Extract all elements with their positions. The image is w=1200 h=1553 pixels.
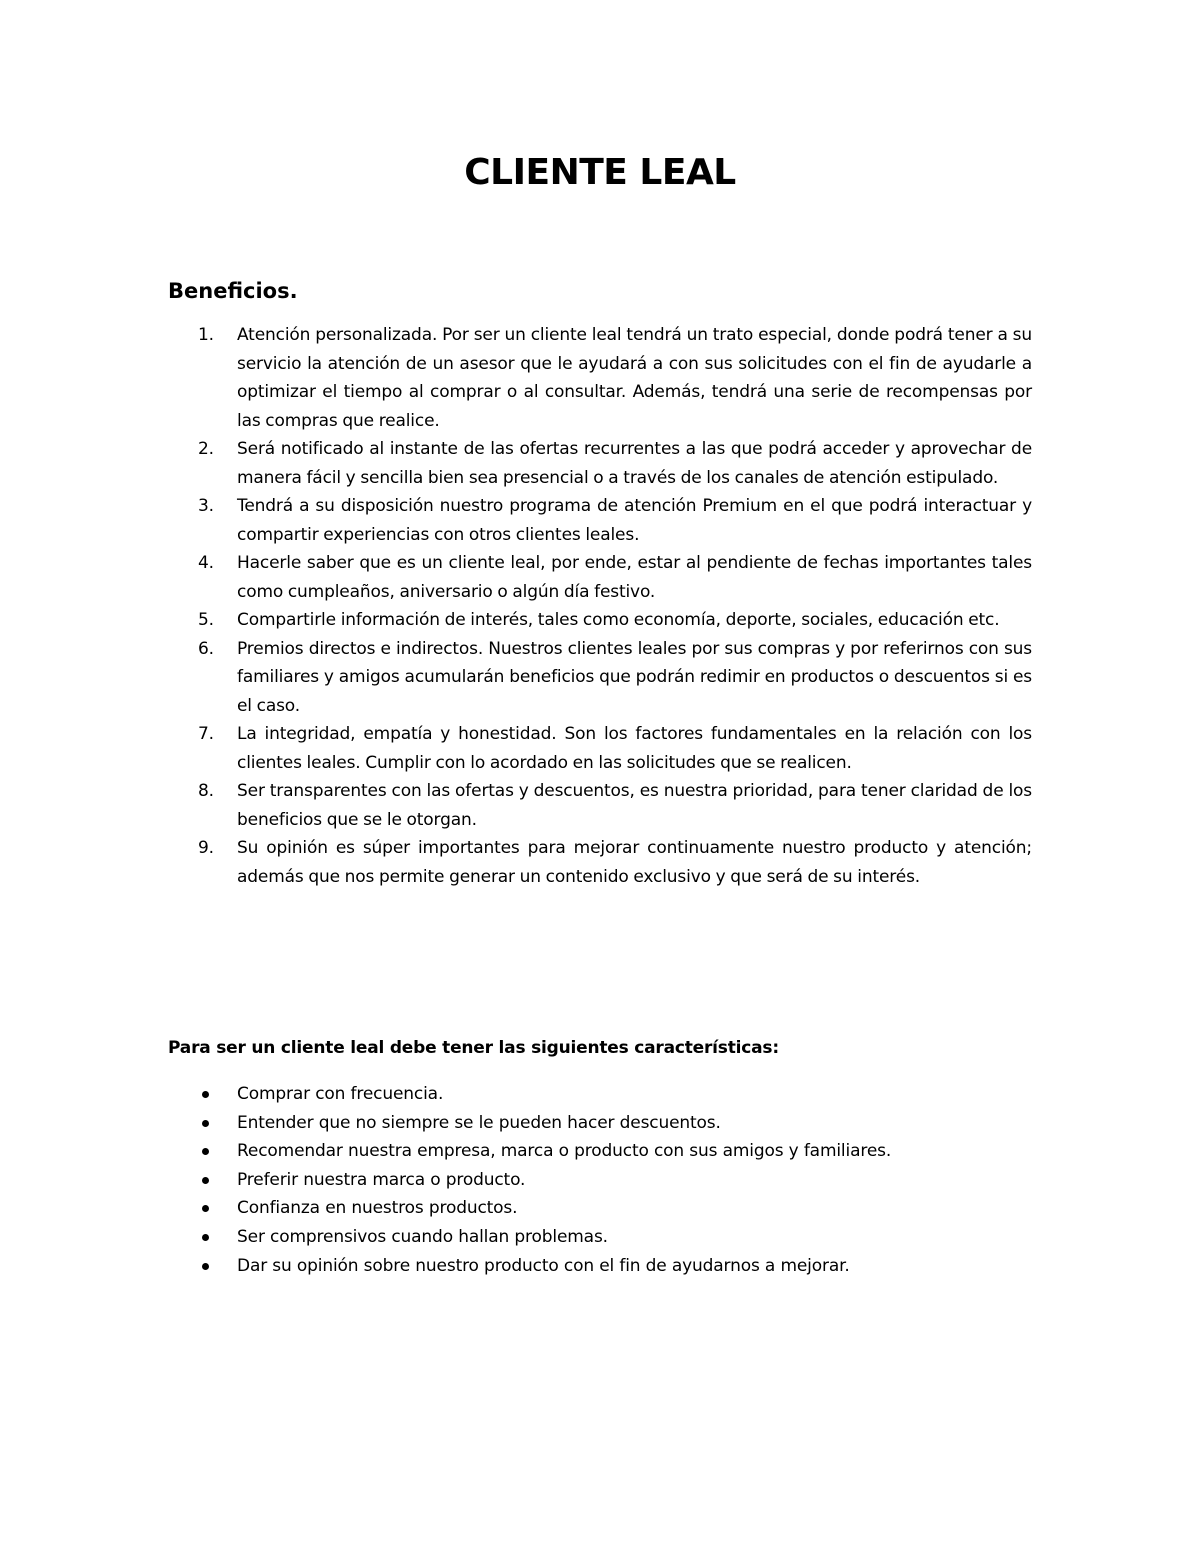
characteristic-item <box>168 1223 1032 1252</box>
benefit-text: Compartirle información de interés, tales como economía, deporte, sociales, educación etc. <box>237 610 1000 630</box>
benefit-text: Ser transparentes con las ofertas y descuentos, es nuestra prioridad, para tener claridad de los beneficios que se le otorgan. <box>237 781 1032 830</box>
benefit-number: 6. <box>198 638 214 659</box>
benefit-item <box>168 321 1032 435</box>
benefits-heading: Beneficios. <box>168 279 298 303</box>
characteristic-text: Entender que no siempre se le pueden hacer descuentos. <box>237 1112 721 1133</box>
bullet-icon <box>202 1148 209 1155</box>
benefit-text: Premios directos e indirectos. Nuestros clientes leales por sus compras y por referirnos con sus familiares y amigos acumularán beneficios que podrán redimir en productos o descuentos si es el caso. <box>237 638 1032 716</box>
characteristics-heading: Para ser un cliente leal debe tener las siguientes características: <box>168 1038 779 1058</box>
characteristic-text: Comprar con frecuencia. <box>237 1084 444 1104</box>
characteristic-item <box>168 1137 1032 1166</box>
benefit-number: 1. <box>198 325 214 345</box>
bullet-icon <box>202 1177 209 1184</box>
characteristic-item <box>168 1109 1032 1138</box>
bullet-icon <box>202 1205 209 1212</box>
characteristic-text: Dar su opinión sobre nuestro producto con el fin de ayudarnos a mejorar. <box>237 1255 850 1276</box>
benefit-number: 8. <box>198 781 214 801</box>
benefit-item <box>168 435 1032 492</box>
benefit-text: La integridad, empatía y honestidad. Son los factores fundamentales en la relación con los clientes leales. Cumplir con lo acordado en las solicitudes que se realicen. <box>237 724 1032 773</box>
bullet-icon <box>202 1263 209 1270</box>
benefit-number: 5. <box>198 610 214 630</box>
benefit-number: 4. <box>198 553 214 573</box>
benefit-text: Tendrá a su disposición nuestro programa de atención Premium en el que podrá interactuar y compartir experiencias con otros clientes leales. <box>237 496 1032 545</box>
benefit-number: 2. <box>198 439 214 459</box>
benefit-item <box>168 834 1032 891</box>
characteristic-text: Confianza en nuestros productos. <box>237 1198 518 1219</box>
benefit-number: 7. <box>198 724 214 744</box>
characteristic-item <box>168 1252 1032 1281</box>
benefit-item <box>168 606 1032 635</box>
characteristic-text: Preferir nuestra marca o producto. <box>237 1169 526 1190</box>
characteristic-item <box>168 1080 1032 1109</box>
benefit-item <box>168 492 1032 549</box>
characteristic-item <box>168 1194 1032 1223</box>
bullet-icon <box>202 1234 209 1241</box>
characteristic-text: Ser comprensivos cuando hallan problemas. <box>237 1226 608 1247</box>
benefit-item <box>168 777 1032 834</box>
bullet-icon <box>202 1091 209 1098</box>
benefit-item <box>168 720 1032 777</box>
benefit-number: 3. <box>198 496 214 516</box>
benefit-number: 9. <box>198 838 214 858</box>
benefit-text: Su opinión es súper importantes para mejorar continuamente nuestro producto y atención; además que nos permite generar un contenido exclusivo y que será de su interés. <box>237 838 1032 887</box>
benefit-item <box>168 549 1032 606</box>
benefits-list <box>168 321 1032 891</box>
characteristics-list <box>168 1080 1032 1280</box>
document-title: CLIENTE LEAL <box>464 152 736 193</box>
characteristic-text: Recomendar nuestra empresa, marca o producto con sus amigos y familiares. <box>237 1141 892 1162</box>
benefit-item <box>168 635 1032 721</box>
benefit-text: Será notificado al instante de las ofertas recurrentes a las que podrá acceder y aprovechar de manera fácil y sencilla bien sea presencial o a través de los canales de atención estipulado. <box>237 439 1032 488</box>
benefit-text: Atención personalizada. Por ser un cliente leal tendrá un trato especial, donde podrá tener a su servicio la atención de un asesor que le ayudará a con sus solicitudes con el fin de ayudarle a optimizar el tiempo al comprar o al consultar. Además, tendrá una serie de recompensas por las compras que realice. <box>237 325 1032 431</box>
bullet-icon <box>202 1120 209 1127</box>
benefit-text: Hacerle saber que es un cliente leal, por ende, estar al pendiente de fechas importantes tales como cumpleaños, aniversario o algún día festivo. <box>237 553 1032 602</box>
characteristic-item <box>168 1166 1032 1195</box>
